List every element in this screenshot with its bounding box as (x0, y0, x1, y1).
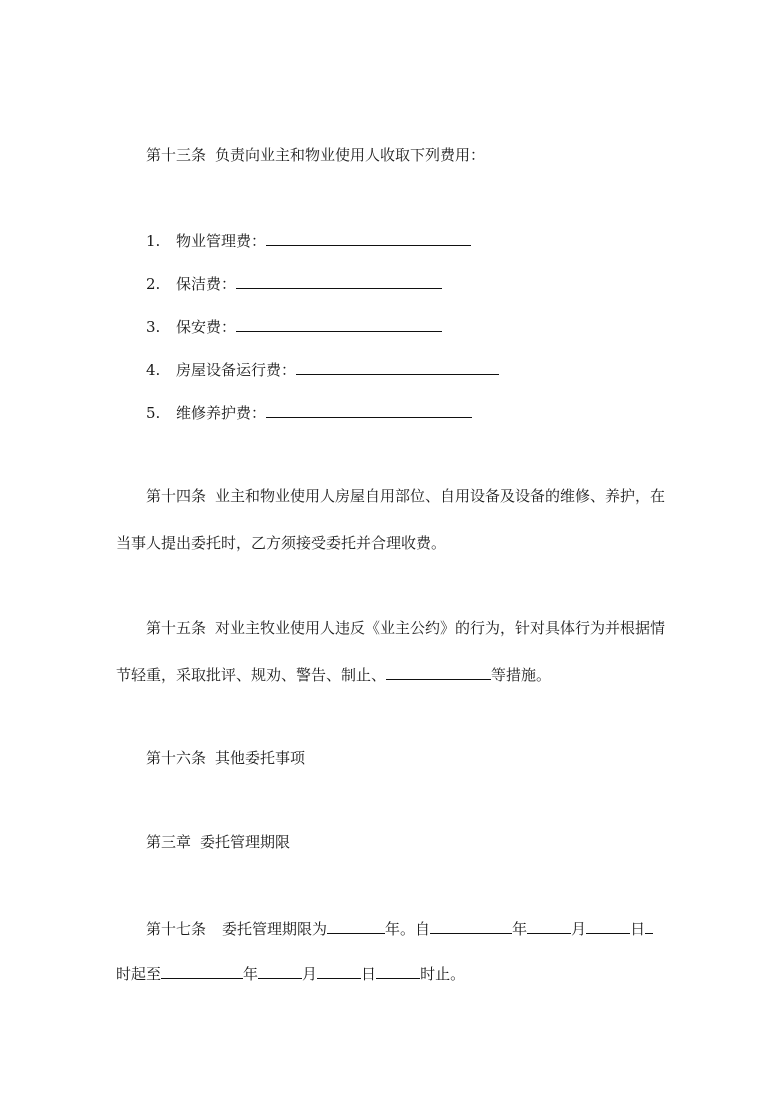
fee-blank[interactable] (266, 402, 472, 418)
start-month-blank[interactable] (527, 918, 571, 934)
day-label: 日 (361, 965, 377, 983)
year-label: 年 (385, 920, 401, 938)
term-years-blank[interactable] (327, 918, 385, 934)
day-label: 日 (630, 920, 646, 938)
end-day-blank[interactable] (317, 963, 361, 979)
fee-item-5 (146, 402, 472, 423)
fee-label: 房屋设备运行费： (176, 361, 297, 379)
end-month-blank[interactable] (258, 963, 302, 979)
fee-blank[interactable] (296, 359, 499, 375)
fee-number: 2. (146, 275, 161, 293)
fee-item-3 (146, 316, 442, 337)
fee-item-1 (146, 230, 471, 251)
article-15-text-2a: 节轻重，采取批评、规劝、警告、制止、 (116, 666, 387, 684)
chapter-3 (146, 832, 290, 852)
article-13-heading: 第十三条 (146, 146, 207, 164)
fee-label: 物业管理费： (176, 232, 267, 250)
article-17-line-1 (146, 918, 653, 939)
article-17-heading: 第十七条 (146, 920, 207, 938)
article-14-text-2: 当事人提出委托时，乙方须接受委托并合理收费。 (116, 534, 447, 552)
article-15-heading: 第十五条 (146, 619, 207, 637)
article-16-text: 其他委托事项 (215, 749, 306, 767)
fee-number: 1. (146, 232, 161, 250)
article-14-heading: 第十四条 (146, 487, 207, 505)
fee-item-2 (146, 273, 442, 294)
article-16-heading: 第十六条 (146, 749, 207, 767)
from-label: 。自 (400, 920, 431, 938)
year-label: 年 (512, 920, 528, 938)
fee-number: 3. (146, 318, 161, 336)
article-14-text-1: 业主和物业使用人房屋自用部位、自用设备及设备的维修、养护，在 (215, 487, 666, 505)
article-17-text-1: 委托管理期限为 (222, 920, 328, 938)
chapter-3-heading: 第三章 (146, 833, 192, 851)
article-16 (146, 748, 305, 768)
fee-blank[interactable] (236, 273, 442, 289)
fee-label: 保洁费： (176, 275, 237, 293)
end-hour-blank[interactable] (376, 963, 420, 979)
fee-number: 4. (146, 361, 161, 379)
article-14-line-2 (116, 533, 446, 553)
article-17-line-2 (116, 963, 465, 984)
fee-blank[interactable] (236, 316, 442, 332)
measures-blank[interactable] (386, 664, 491, 680)
fee-label: 保安费： (176, 318, 237, 336)
chapter-3-text: 委托管理期限 (200, 833, 291, 851)
article-13-text: 负责向业主和物业使用人收取下列费用： (215, 146, 486, 164)
fee-item-4 (146, 359, 499, 380)
fee-blank[interactable] (266, 230, 471, 246)
start-year-blank[interactable] (430, 918, 512, 934)
fee-number: 5. (146, 404, 161, 422)
hour-from-label: 时起至 (116, 965, 162, 983)
article-15-text-2b: 等措施。 (491, 666, 552, 684)
start-hour-blank[interactable] (645, 918, 653, 934)
article-15-line-2 (116, 664, 551, 685)
year-label: 年 (243, 965, 259, 983)
fee-label: 维修养护费： (176, 404, 267, 422)
end-year-blank[interactable] (161, 963, 243, 979)
article-14-line-1 (146, 486, 665, 506)
article-15-line-1 (146, 618, 665, 638)
article-13 (146, 145, 485, 165)
hour-end-label: 时止。 (420, 965, 466, 983)
article-15-text-1: 对业主牧业使用人违反《业主公约》的行为，针对具体行为并根据情 (215, 619, 666, 637)
month-label: 月 (302, 965, 318, 983)
start-day-blank[interactable] (586, 918, 630, 934)
month-label: 月 (571, 920, 587, 938)
